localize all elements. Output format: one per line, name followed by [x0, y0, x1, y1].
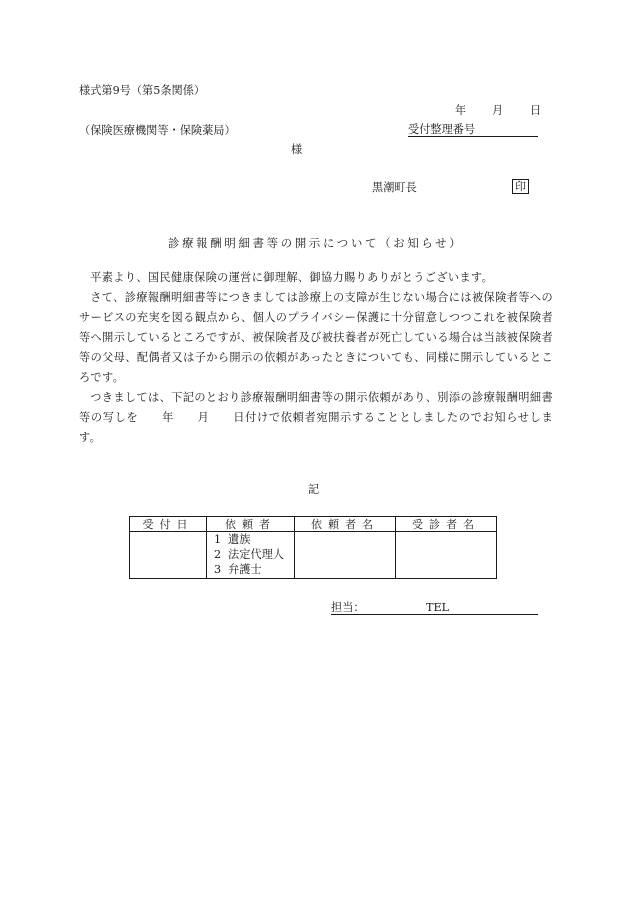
requester-name-cell[interactable] [295, 532, 396, 579]
receipt-number-label: 受付整理番号 [408, 123, 476, 136]
disclosure-table [129, 516, 497, 579]
date-day: 日 [530, 104, 542, 117]
body-paragraph-3: つきましては、下記のとおり診療報酬明細書等の開示依頼があり、別添の診療報酬明細書等の写しを 年 月 日付けで依頼者宛開示することとしましたのでお知らせします。 [79, 391, 553, 444]
date-line [455, 105, 541, 116]
contact-line [331, 602, 538, 615]
body-paragraph-1: 平素より、国民健康保険の運営に御理解、御協力賜りありがとうございます。 [90, 271, 494, 284]
requester-option-bereaved[interactable]: 1 遺族 [214, 533, 251, 546]
header-patient-name: 受診者名 [396, 517, 497, 532]
requester-cell [207, 532, 295, 579]
patient-name-cell[interactable] [396, 532, 497, 579]
date-month: 月 [492, 104, 504, 117]
table-header-row [130, 517, 497, 532]
date-year: 年 [455, 104, 467, 117]
requester-option-lawyer[interactable]: 3 弁護士 [214, 563, 262, 576]
receipt-date-cell[interactable] [130, 532, 207, 579]
recipient-label: （保険医療機関等・保険薬局） [79, 124, 236, 137]
header-requester: 依頼者 [207, 517, 295, 532]
requester-option-legal-representative[interactable]: 2 法定代理人 [214, 548, 284, 561]
honorific: 様 [291, 143, 303, 156]
record-heading: 記 [308, 483, 320, 496]
seal-mark: 印 [512, 179, 529, 194]
issuer-name: 黒潮町長 [372, 181, 417, 194]
header-requester-name: 依頼者名 [295, 517, 396, 532]
header-receipt-date: 受付日 [130, 517, 207, 532]
document-body [79, 268, 553, 448]
form-number: 様式第9号（第5条関係） [79, 84, 206, 97]
table-row [130, 532, 497, 579]
contact-tel-label: TEL [426, 601, 450, 614]
receipt-number-field [408, 124, 538, 137]
body-paragraph-2: さて、診療報酬明細書等につきましては診療上の支障が生じない場合には被保険者等へのサービスの充実を図る観点から、個人のプライバシー保護に十分留意しつつこれを被保険者等へ開示しているところですが、被保険者及び被扶養者が死亡している場合は当該被保険者等の父母、配偶者又は子から開示の依頼があったときについても、同様に開示しているところです。 [79, 291, 553, 384]
document-title: 診療報酬明細書等の開示について（お知らせ） [168, 236, 464, 250]
contact-person-label: 担当： [331, 601, 365, 614]
